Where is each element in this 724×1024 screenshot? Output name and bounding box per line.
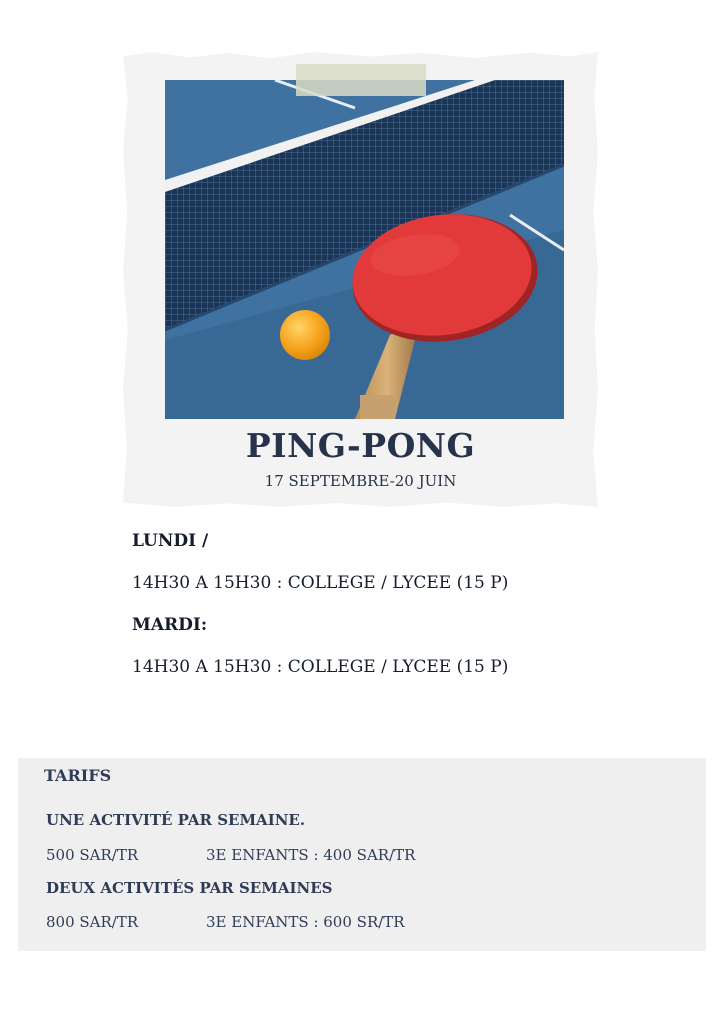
table-tennis-icon [165,80,564,419]
option2-price: 800 SAR/TR [46,913,139,931]
table-tennis-photo [165,80,564,419]
schedule-slot-monday: 14H30 A 15H30 : COLLEGE / LYCEE (15 P) [132,573,509,593]
tarifs-panel [18,758,706,951]
option1-price: 500 SAR/TR [46,846,139,864]
tarifs-heading: TARIFS [44,766,112,785]
schedule [132,528,652,696]
tape-strip [296,64,426,96]
schedule-day-monday: LUNDI / [132,531,209,551]
option1-label: UNE ACTIVITÉ PAR SEMAINE. [46,811,306,829]
page-title: PING-PONG [245,426,476,465]
schedule-day-tuesday: MARDI: [132,615,208,635]
schedule-slot-tuesday: 14H30 A 15H30 : COLLEGE / LYCEE (15 P) [132,657,509,677]
option1-siblings-price: 3E ENFANTS : 400 SAR/TR [206,846,416,864]
option2-label: DEUX ACTIVITÉS PAR SEMAINES [46,879,333,897]
date-range: 17 SEPTEMBRE-20 JUIN [264,472,457,490]
option2-siblings-price: 3E ENFANTS : 600 SR/TR [206,913,405,931]
